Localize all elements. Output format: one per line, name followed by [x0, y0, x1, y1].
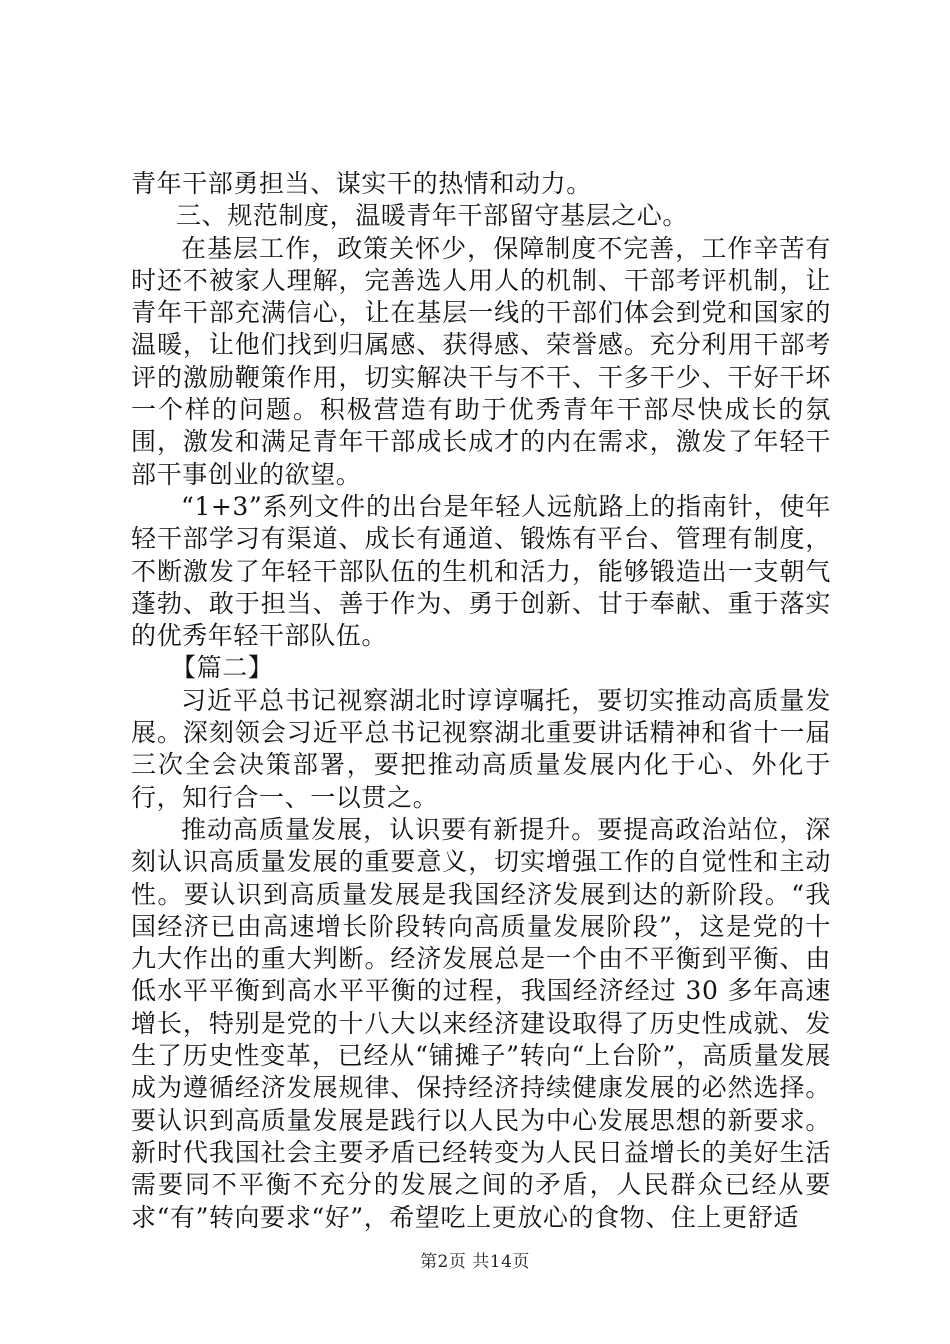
- section-heading-3: 三、规范制度，温暖青年干部留守基层之心。: [176, 201, 689, 231]
- page-footer: 第2页 共14页: [420, 1252, 530, 1272]
- paragraph: 在基层工作，政策关怀少，保障制度不完善，工作辛苦有时还不被家人理解，完善选人用人的机制、干部考评机制，让青年干部充满信心，让在基层一线的干部们体会到党和国家的温暖，让他们找到归属感、获得感、荣誉感。充分利用干部考评的激励鞭策作用，切实解决干与不干、干多干少、干好干坏一个样的问题。积极营造有助于优秀青年干部尽快成长的氛围，激发和满足青年干部成长成才的内在需求，激发了年轻干部干事创业的欲望。: [131, 233, 831, 489]
- paragraph: “1+3”系列文件的出台是年轻人远航路上的指南针，使年轻干部学习有渠道、成长有通道、锻炼有平台、管理有制度，不断激发了年轻干部队伍的生机和活力，能够锻造出一支朝气蓬勃、敢于担当、善于作为、勇于创新、甘于奉献、重于落实的优秀年轻干部队伍。: [131, 491, 831, 651]
- paragraph: 习近平总书记视察湖北时谆谆嘱托，要切实推动高质量发展。深刻领会习近平总书记视察湖北重要讲话精神和省十一届三次全会决策部署，要把推动高质量发展内化于心、外化于行，知行合一、一以贯之。: [131, 685, 831, 812]
- paragraph-continuation: 青年干部勇担当、谋实干的热情和动力。: [131, 169, 592, 198]
- part-heading: 【篇二】: [171, 653, 274, 683]
- paragraph: 推动高质量发展，认识要有新提升。要提高政治站位，深刻认识高质量发展的重要意义，切实增强工作的自觉性和主动性。要认识到高质量发展是我国经济发展到达的新阶段。“我国经济已由高速增长阶段转向高质量发展阶段”，这是党的十九大作出的重大判断。经济发展总是一个由不平衡到平衡、由低水平平衡到高水平平衡的过程，我国经济经过 30 多年高速增长，特别是党的十八大以来经济建设取得了历史性成就、发生了历史性变革，已经从“铺摊子”转向“上台阶”，高质量发展成为遵循经济发展规律、保持经济持续健康发展的必然选择。要认识到高质量发展是践行以人民为中心发展思想的新要求。新时代我国社会主要矛盾已经转变为人民日益增长的美好生活需要同不平衡不充分的发展之间的矛盾，人民群众已经从要求“有”转向要求“好”，希望吃上更放心的食物、住上更舒适: [131, 814, 831, 1232]
- document-body: [131, 168, 831, 1234]
